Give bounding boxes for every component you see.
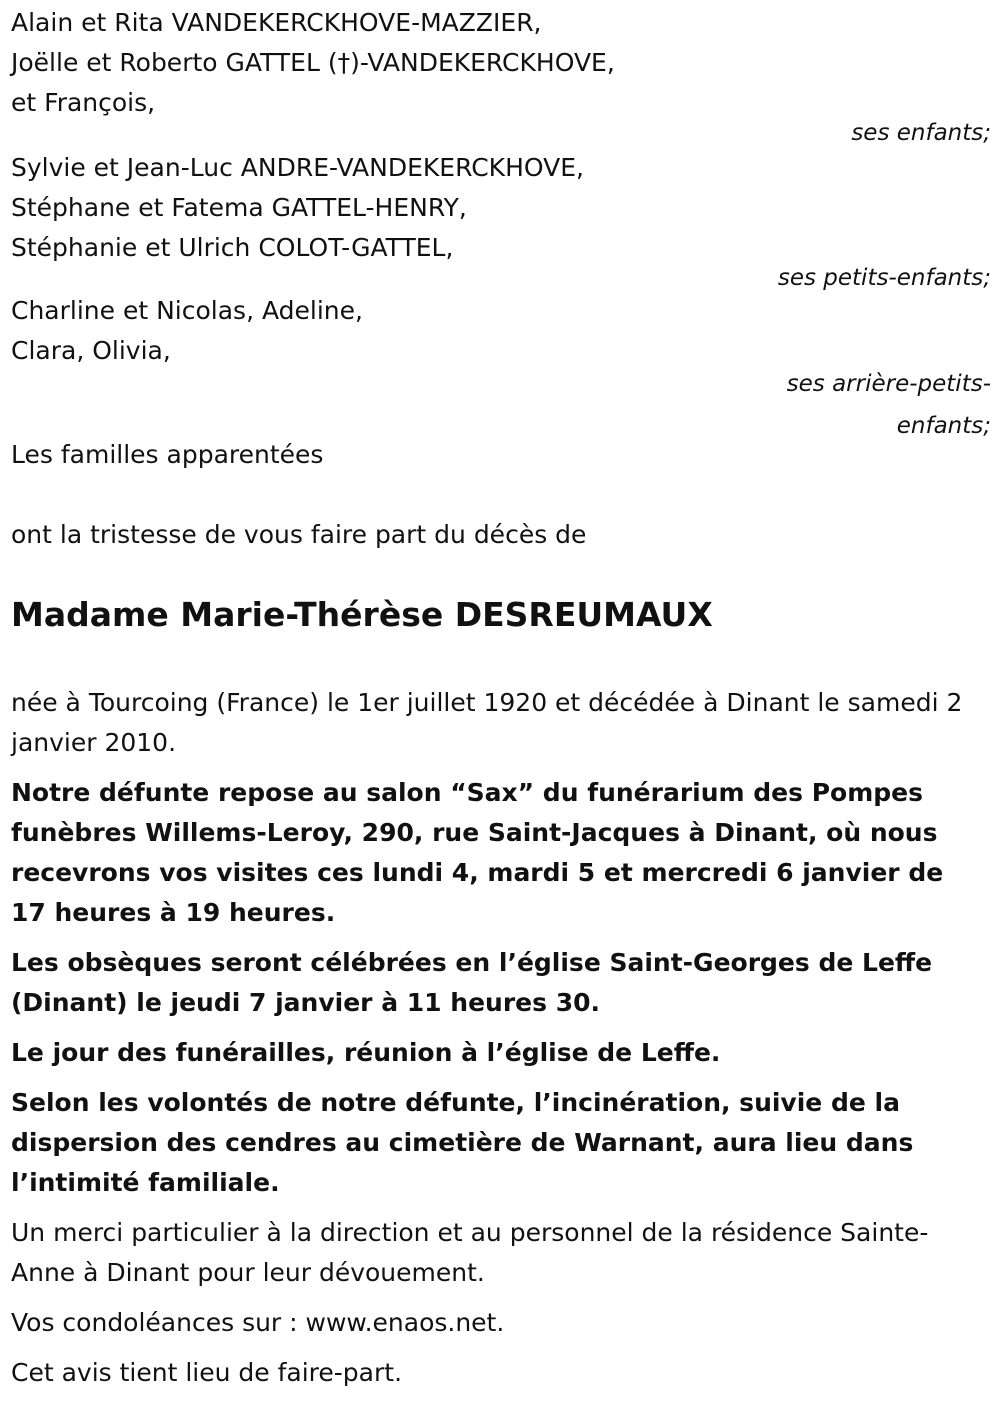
families-line: Les familles apparentées	[11, 440, 324, 469]
family-line: Charline et Nicolas, Adeline,	[11, 296, 363, 325]
family-group-grandchildren	[11, 148, 991, 298]
family-line: Stéphane et Fatema GATTEL-HENRY,	[11, 193, 467, 222]
thanks-paragraph: Un merci particulier à la direction et au personnel de la résidence Sainte-Anne à Dinant pour leur dévouement.	[11, 1218, 929, 1287]
role-label: ses petits-enfants;	[777, 265, 991, 291]
obituary-body	[11, 683, 986, 1393]
role-label: ses enfants;	[851, 120, 991, 146]
cremation-paragraph: Selon les volontés de notre défunte, l’incinération, suivie de la dispersion des cendres au cimetière de Warnant, aura lieu dans l’intimité familiale.	[11, 1088, 914, 1197]
announcement-line: ont la tristesse de vous faire part du décès de	[11, 520, 587, 549]
family-line: et François,	[11, 88, 156, 117]
role-label-line: enfants;	[896, 413, 991, 439]
family-group-children	[11, 3, 991, 153]
family-line: Sylvie et Jean-Luc ANDRE-VANDEKERCKHOVE,	[11, 153, 584, 182]
family-group-great-grandchildren	[11, 291, 991, 447]
viewing-paragraph: Notre défunte repose au salon “Sax” du funérarium des Pompes funèbres Willems-Leroy, 290, rue Saint-Jacques à Dinant, où nous recevrons vos visites ces lundi 4, mardi 5 et mercredi 6 janvier de 17 heures à 19 heures.	[11, 778, 944, 927]
birth-death-paragraph: née à Tourcoing (France) le 1er juillet 1920 et décédée à Dinant le samedi 2 janvier 2010.	[11, 688, 963, 757]
condolences-paragraph: Vos condoléances sur : www.enaos.net.	[11, 1308, 505, 1337]
role-label-line: ses arrière-petits-	[786, 371, 991, 397]
funeral-paragraph: Les obsèques seront célébrées en l’église Saint-Georges de Leffe (Dinant) le jeudi 7 janvier à 11 heures 30.	[11, 948, 933, 1017]
gathering-paragraph: Le jour des funérailles, réunion à l’église de Leffe.	[11, 1038, 721, 1067]
deceased-name: Madame Marie-Thérèse DESREUMAUX	[11, 595, 713, 634]
family-line: Clara, Olivia,	[11, 336, 171, 365]
notice-paragraph: Cet avis tient lieu de faire-part.	[11, 1358, 403, 1387]
family-line: Stéphanie et Ulrich COLOT-GATTEL,	[11, 233, 454, 262]
family-line: Alain et Rita VANDEKERCKHOVE-MAZZIER,	[11, 8, 542, 37]
family-line: Joëlle et Roberto GATTEL (†)-VANDEKERCKHOVE,	[11, 48, 615, 77]
